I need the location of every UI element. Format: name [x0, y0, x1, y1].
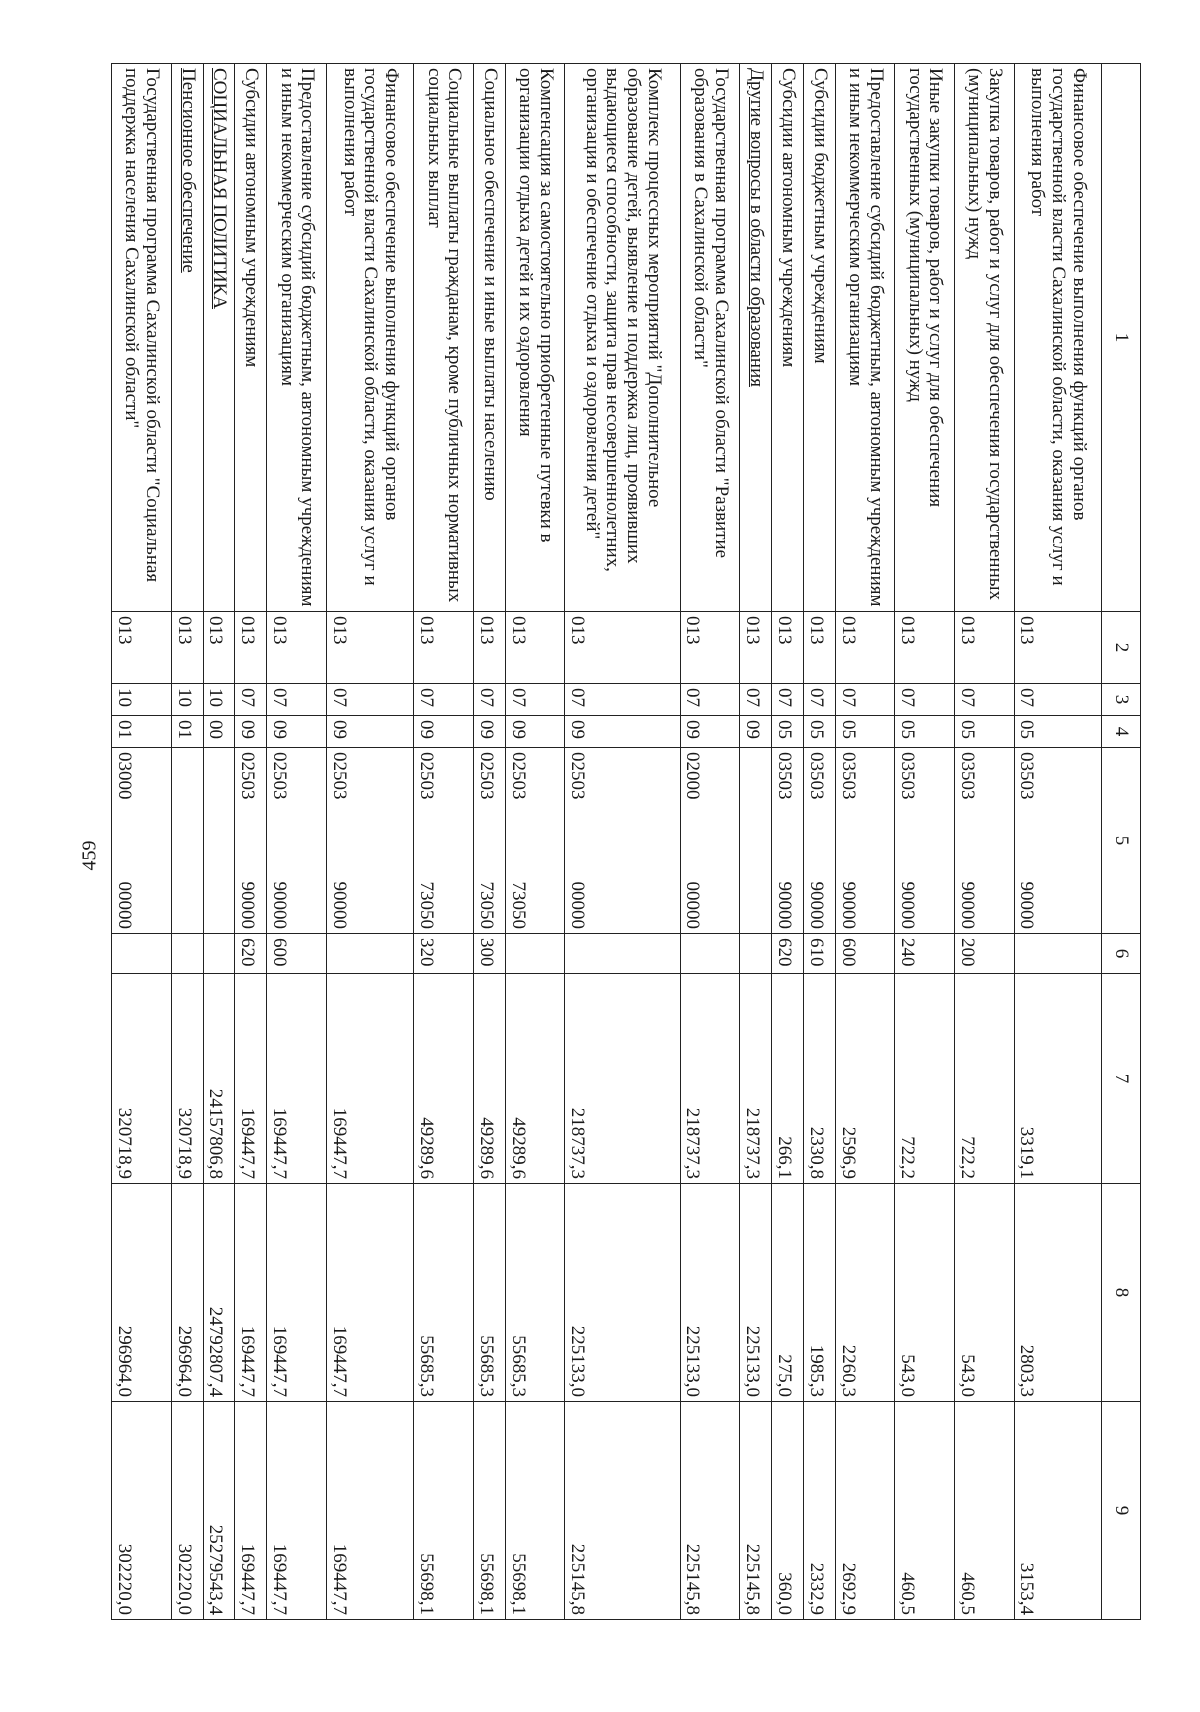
admin-code: 013	[203, 612, 235, 684]
target-article	[1014, 748, 1101, 934]
amount-year-1: 49289,6	[505, 974, 565, 1184]
column-header: 8	[1102, 1184, 1141, 1402]
section-code: 07	[680, 684, 740, 716]
amount-year-2: 55685,3	[473, 1184, 505, 1402]
target-article-code	[113, 752, 134, 929]
program-code: 03503	[897, 752, 919, 800]
section-code: 07	[954, 684, 1014, 716]
expense-type-code: 610	[803, 934, 835, 974]
row-name: Предоставление субсидий бюджетным, автономным учреждениям и иным некоммерческим организациям	[835, 64, 895, 612]
amount-year-3: 302220,0	[171, 1402, 203, 1620]
section-code: 07	[267, 684, 327, 716]
program-code: 03000	[113, 752, 135, 800]
row-name: Финансовое обеспечение выполнения функций органов государственной власти Сахалинской области, оказания услуг и выполнения работ	[1014, 64, 1101, 612]
program-code: 02503	[269, 752, 291, 800]
target-article-code	[415, 752, 436, 929]
row-name: Социальные выплаты гражданам, кроме публичных нормативных социальных выплат	[414, 64, 474, 612]
amount-year-2: 296964,0	[112, 1184, 172, 1402]
page-number: 459	[78, 840, 101, 871]
target-article	[835, 748, 895, 934]
target-article	[505, 748, 565, 934]
table-row	[740, 64, 772, 1620]
table-row	[235, 64, 267, 1620]
column-header: 2	[1102, 612, 1141, 684]
direction-code: 00000	[682, 881, 704, 929]
budget-sheet	[111, 63, 1141, 1619]
target-article	[954, 748, 1014, 934]
target-article-code	[328, 752, 349, 929]
table-body	[112, 64, 1102, 1620]
table-row	[505, 64, 565, 1620]
admin-code: 013	[414, 612, 474, 684]
amount-year-3: 55698,1	[414, 1402, 474, 1620]
expense-type-code	[505, 934, 565, 974]
amount-year-2: 55685,3	[505, 1184, 565, 1402]
admin-code: 013	[112, 612, 172, 684]
subsection-code: 09	[414, 716, 474, 748]
row-name: Субсидии бюджетным учреждениям	[803, 64, 835, 612]
admin-code: 013	[235, 612, 267, 684]
expense-type-code: 200	[954, 934, 1014, 974]
amount-year-3: 2692,9	[835, 1402, 895, 1620]
amount-year-1: 320718,9	[171, 974, 203, 1184]
expense-type-code: 600	[835, 934, 895, 974]
target-article-code	[566, 752, 587, 929]
admin-code: 013	[505, 612, 565, 684]
table-row	[414, 64, 474, 1620]
amount-year-1: 218737,3	[680, 974, 740, 1184]
section-code: 10	[203, 684, 235, 716]
admin-code: 013	[954, 612, 1014, 684]
subsection-code: 09	[680, 716, 740, 748]
row-name: Закупка товаров, работ и услуг для обеспечения государственных (муниципальных) нужд	[954, 64, 1014, 612]
program-code: 02503	[416, 752, 438, 800]
target-article	[326, 748, 413, 934]
target-article-code	[896, 752, 917, 929]
column-header: 1	[1102, 64, 1141, 612]
target-article-code	[805, 752, 826, 929]
section-code: 07	[772, 684, 804, 716]
amount-year-3: 2332,9	[803, 1402, 835, 1620]
target-article	[267, 748, 327, 934]
program-code: 02503	[237, 752, 259, 800]
target-article	[772, 748, 804, 934]
amount-year-3: 460,5	[895, 1402, 955, 1620]
column-header: 6	[1102, 934, 1141, 974]
subsection-code: 09	[505, 716, 565, 748]
expense-type-code	[326, 934, 413, 974]
row-name: СОЦИАЛЬНАЯ ПОЛИТИКА	[203, 64, 235, 612]
amount-year-3: 302220,0	[112, 1402, 172, 1620]
section-code: 07	[473, 684, 505, 716]
section-code: 07	[895, 684, 955, 716]
direction-code: 90000	[328, 881, 350, 929]
table-row	[954, 64, 1014, 1620]
admin-code: 013	[835, 612, 895, 684]
section-code: 10	[171, 684, 203, 716]
amount-year-3: 169447,7	[235, 1402, 267, 1620]
subsection-code: 05	[954, 716, 1014, 748]
amount-year-2: 2260,3	[835, 1184, 895, 1402]
subsection-code: 05	[1014, 716, 1101, 748]
program-code: 02503	[475, 752, 497, 800]
table-row	[680, 64, 740, 1620]
table-row	[803, 64, 835, 1620]
row-name: Субсидии автономным учреждениям	[235, 64, 267, 612]
target-article-code	[956, 752, 977, 929]
amount-year-2: 169447,7	[235, 1184, 267, 1402]
expense-type-code: 320	[414, 934, 474, 974]
direction-code: 90000	[773, 881, 795, 929]
program-code: 02503	[567, 752, 589, 800]
amount-year-2: 225133,0	[565, 1184, 680, 1402]
program-code: 03503	[773, 752, 795, 800]
column-header: 7	[1102, 974, 1141, 1184]
target-article-code	[268, 752, 289, 929]
table-row	[772, 64, 804, 1620]
direction-code: 73050	[507, 881, 529, 929]
direction-code: 90000	[897, 881, 919, 929]
amount-year-1: 3319,1	[1014, 974, 1101, 1184]
amount-year-2: 2803,3	[1014, 1184, 1101, 1402]
amount-year-1: 320718,9	[112, 974, 172, 1184]
row-name: Государственная программа Сахалинской области "Развитие образования в Сахалинской области"	[680, 64, 740, 612]
amount-year-1: 169447,7	[326, 974, 413, 1184]
admin-code: 013	[680, 612, 740, 684]
target-article	[803, 748, 835, 934]
column-header: 9	[1102, 1402, 1141, 1620]
subsection-code: 09	[267, 716, 327, 748]
target-article-code	[507, 752, 528, 929]
table-row	[835, 64, 895, 1620]
amount-year-3: 460,5	[954, 1402, 1014, 1620]
amount-year-2: 543,0	[954, 1184, 1014, 1402]
row-name: Субсидии автономным учреждениям	[772, 64, 804, 612]
amount-year-3: 3153,4	[1014, 1402, 1101, 1620]
subsection-code: 09	[473, 716, 505, 748]
subsection-code: 05	[835, 716, 895, 748]
amount-year-2: 24792807,4	[203, 1184, 235, 1402]
table-row	[1014, 64, 1101, 1620]
program-code: 03503	[805, 752, 827, 800]
target-article	[203, 748, 235, 934]
expense-type-code: 300	[473, 934, 505, 974]
direction-code: 73050	[416, 881, 438, 929]
section-code: 07	[803, 684, 835, 716]
subsection-code: 09	[740, 716, 772, 748]
expense-type-code	[203, 934, 235, 974]
target-article-code	[1016, 752, 1037, 929]
expense-type-code: 240	[895, 934, 955, 974]
expense-type-code: 620	[235, 934, 267, 974]
row-name: Другие вопросы в области образования	[740, 64, 772, 612]
amount-year-1: 218737,3	[565, 974, 680, 1184]
subsection-code: 00	[203, 716, 235, 748]
target-article-code	[682, 752, 703, 929]
column-header: 4	[1102, 716, 1141, 748]
expense-type-code	[740, 934, 772, 974]
direction-code: 90000	[805, 881, 827, 929]
section-code: 07	[835, 684, 895, 716]
column-header: 5	[1102, 748, 1141, 934]
row-name: Социальное обеспечение и иные выплаты населению	[473, 64, 505, 612]
target-article	[473, 748, 505, 934]
row-name: Финансовое обеспечение выполнения функций органов государственной власти Сахалинской области, оказания услуг и выполнения работ	[326, 64, 413, 612]
amount-year-2: 296964,0	[171, 1184, 203, 1402]
amount-year-2: 225133,0	[740, 1184, 772, 1402]
budget-table	[111, 63, 1141, 1620]
direction-code: 90000	[956, 881, 978, 929]
amount-year-2: 543,0	[895, 1184, 955, 1402]
program-code: 02503	[507, 752, 529, 800]
admin-code: 013	[326, 612, 413, 684]
table-row	[171, 64, 203, 1620]
target-article	[565, 748, 680, 934]
amount-year-1: 2330,8	[803, 974, 835, 1184]
amount-year-1: 722,2	[895, 974, 955, 1184]
row-name: Пенсионное обеспечение	[171, 64, 203, 612]
subsection-code: 01	[112, 716, 172, 748]
direction-code: 90000	[837, 881, 859, 929]
amount-year-3: 169447,7	[326, 1402, 413, 1620]
program-code: 03503	[837, 752, 859, 800]
amount-year-1: 218737,3	[740, 974, 772, 1184]
amount-year-1: 169447,7	[235, 974, 267, 1184]
admin-code: 013	[473, 612, 505, 684]
amount-year-3: 225145,8	[680, 1402, 740, 1620]
section-code: 07	[235, 684, 267, 716]
expense-type-code	[680, 934, 740, 974]
amount-year-1: 49289,6	[473, 974, 505, 1184]
program-code: 02503	[328, 752, 350, 800]
direction-code: 00000	[567, 881, 589, 929]
target-article-code	[773, 752, 794, 929]
subsection-code: 09	[565, 716, 680, 748]
table-row	[473, 64, 505, 1620]
expense-type-code: 600	[267, 934, 327, 974]
amount-year-1: 49289,6	[414, 974, 474, 1184]
column-header: 3	[1102, 684, 1141, 716]
amount-year-1: 2596,9	[835, 974, 895, 1184]
target-article	[112, 748, 172, 934]
target-article	[740, 748, 772, 934]
section-code: 07	[565, 684, 680, 716]
section-code: 07	[1014, 684, 1101, 716]
amount-year-3: 360,0	[772, 1402, 804, 1620]
amount-year-2: 275,0	[772, 1184, 804, 1402]
row-name: Государственная программа Сахалинской области "Социальная поддержка населения Сахалинской области"	[112, 64, 172, 612]
program-code: 03503	[1016, 752, 1038, 800]
direction-code: 73050	[475, 881, 497, 929]
amount-year-1: 266,1	[772, 974, 804, 1184]
subsection-code: 09	[326, 716, 413, 748]
amount-year-2: 55685,3	[414, 1184, 474, 1402]
admin-code: 013	[565, 612, 680, 684]
amount-year-3: 225145,8	[565, 1402, 680, 1620]
target-article	[235, 748, 267, 934]
row-name: Предоставление субсидий бюджетным, автономным учреждениям и иным некоммерческим организациям	[267, 64, 327, 612]
target-article-code	[475, 752, 496, 929]
expense-type-code: 620	[772, 934, 804, 974]
table-row	[326, 64, 413, 1620]
program-code: 03503	[956, 752, 978, 800]
table-row	[112, 64, 172, 1620]
amount-year-1: 722,2	[954, 974, 1014, 1184]
program-code: 02000	[682, 752, 704, 800]
target-article	[895, 748, 955, 934]
amount-year-2: 169447,7	[326, 1184, 413, 1402]
subsection-code: 05	[895, 716, 955, 748]
admin-code: 013	[895, 612, 955, 684]
admin-code: 013	[267, 612, 327, 684]
target-article	[680, 748, 740, 934]
admin-code: 013	[772, 612, 804, 684]
section-code: 07	[414, 684, 474, 716]
amount-year-3: 55698,1	[505, 1402, 565, 1620]
amount-year-1: 169447,7	[267, 974, 327, 1184]
direction-code: 00000	[113, 881, 135, 929]
target-article	[171, 748, 203, 934]
amount-year-3: 225145,8	[740, 1402, 772, 1620]
admin-code: 013	[740, 612, 772, 684]
table-row	[203, 64, 235, 1620]
section-code: 07	[505, 684, 565, 716]
amount-year-1: 24157806,8	[203, 974, 235, 1184]
expense-type-code	[112, 934, 172, 974]
target-article	[414, 748, 474, 934]
admin-code: 013	[803, 612, 835, 684]
expense-type-code	[171, 934, 203, 974]
table-row	[565, 64, 680, 1620]
table-row	[267, 64, 327, 1620]
row-name: Компенсация за самостоятельно приобретенные путевки в организации отдыха детей и их оздоровления	[505, 64, 565, 612]
amount-year-2: 225133,0	[680, 1184, 740, 1402]
amount-year-2: 169447,7	[267, 1184, 327, 1402]
subsection-code: 01	[171, 716, 203, 748]
table-row	[895, 64, 955, 1620]
direction-code: 90000	[269, 881, 291, 929]
subsection-code: 05	[803, 716, 835, 748]
target-article-code	[236, 752, 257, 929]
admin-code: 013	[1014, 612, 1101, 684]
subsection-code: 05	[772, 716, 804, 748]
target-article-code	[837, 752, 858, 929]
amount-year-3: 55698,1	[473, 1402, 505, 1620]
section-code: 10	[112, 684, 172, 716]
row-name: Комплекс процессных мероприятий "Дополнительное образование детей, выявление и поддержка лиц, проявивших выдающиеся способности, защита прав несовершеннолетних, организация и обеспечение отдыха и оздоровления детей"	[565, 64, 680, 612]
amount-year-3: 169447,7	[267, 1402, 327, 1620]
admin-code: 013	[171, 612, 203, 684]
row-name: Иные закупки товаров, работ и услуг для обеспечения государственных (муниципальных) нужд	[895, 64, 955, 612]
section-code: 07	[740, 684, 772, 716]
amount-year-3: 25279543,4	[203, 1402, 235, 1620]
amount-year-2: 1985,3	[803, 1184, 835, 1402]
direction-code: 90000	[237, 881, 259, 929]
section-code: 07	[326, 684, 413, 716]
subsection-code: 09	[235, 716, 267, 748]
expense-type-code	[1014, 934, 1101, 974]
direction-code: 90000	[1016, 881, 1038, 929]
expense-type-code	[565, 934, 680, 974]
header-row	[1102, 64, 1141, 1620]
